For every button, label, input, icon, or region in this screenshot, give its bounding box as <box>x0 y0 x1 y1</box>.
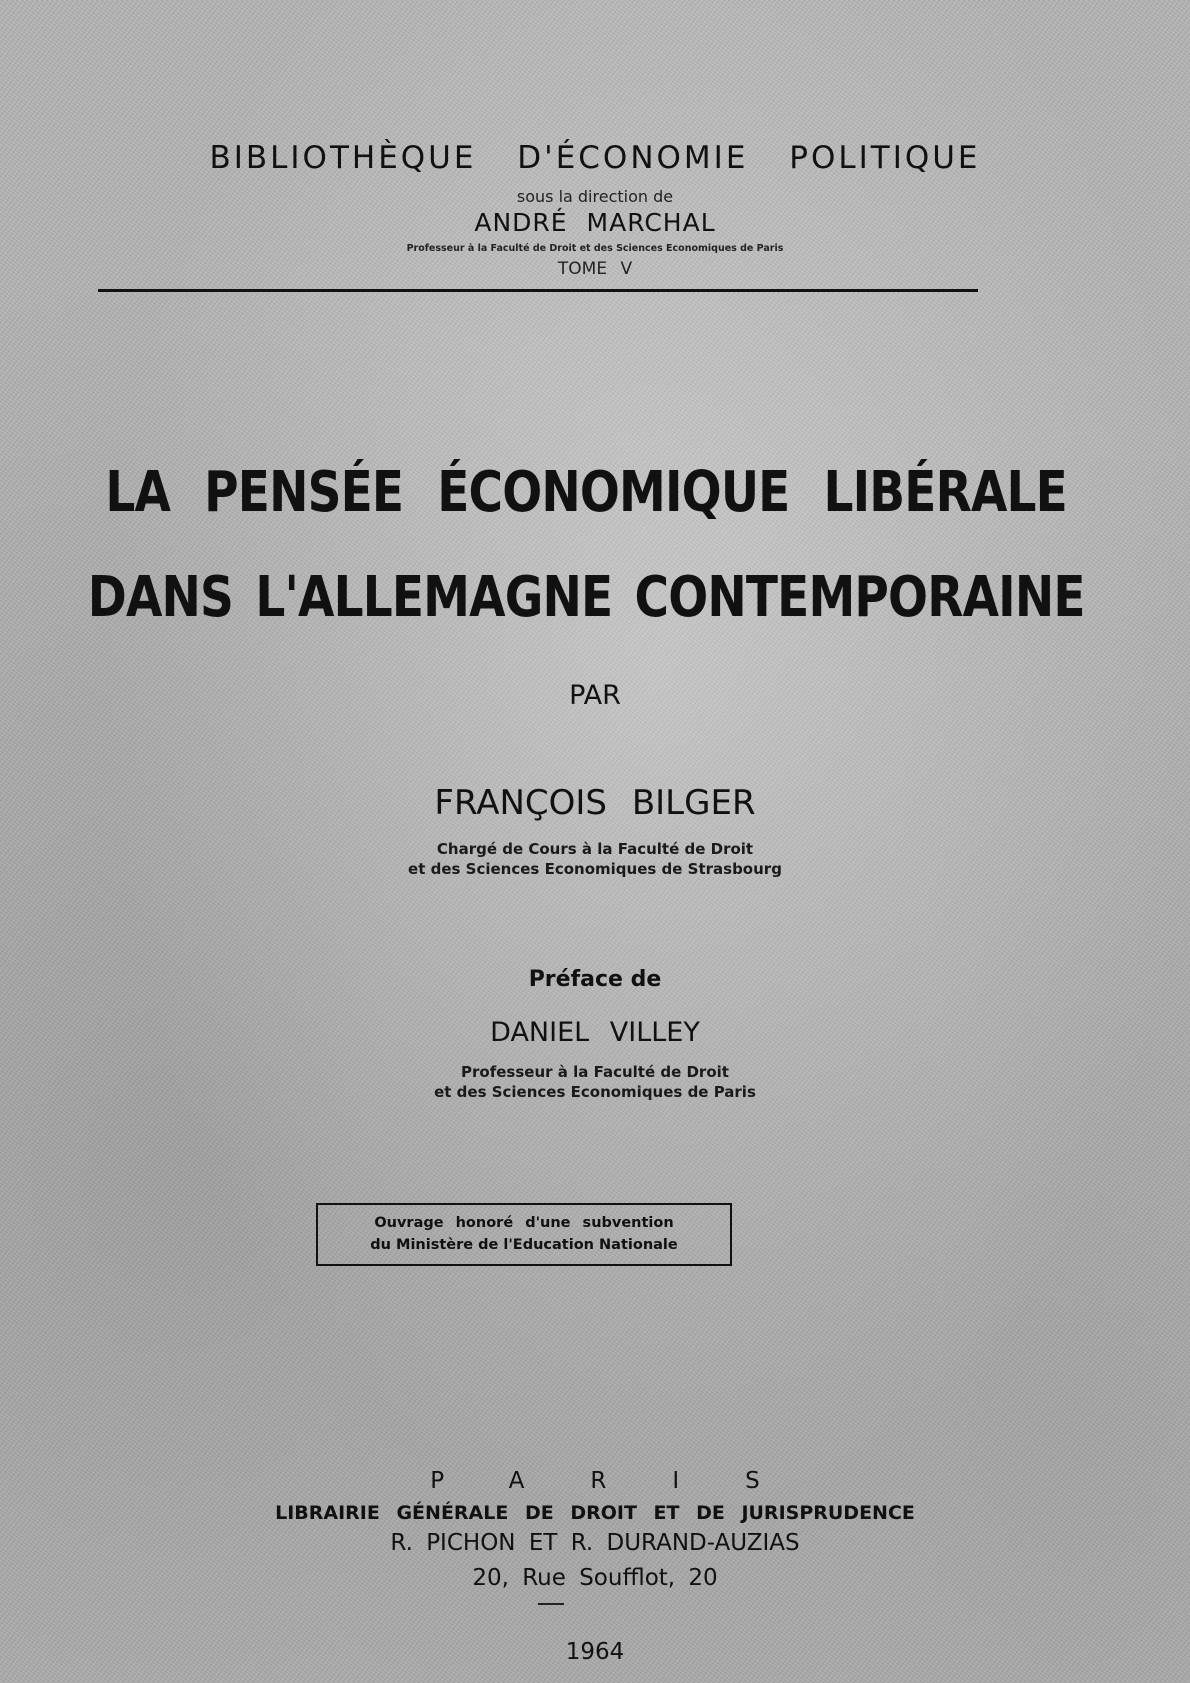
tome-label: TOME V <box>557 259 633 279</box>
imprint-publisher: LIBRAIRIE GÉNÉRALE DE DROIT ET DE JURISPRUDENCE <box>275 1502 915 1524</box>
series-title: BIBLIOTHÈQUE D'ÉCONOMIE POLITIQUE <box>209 140 981 176</box>
author-role-line-2: et des Sciences Economiques de Strasbourg <box>408 860 782 878</box>
preface-role-line-2: et des Sciences Economiques de Paris <box>434 1083 756 1101</box>
by-label: PAR <box>569 680 621 711</box>
preface-role-line-1: Professeur à la Faculté de Droit <box>461 1063 729 1081</box>
imprint-divider <box>538 1603 564 1605</box>
imprint-address: 20, Rue Soufflot, 20 <box>472 1565 718 1591</box>
imprint-city: PARIS <box>430 1468 826 1494</box>
direction-label: sous la direction de <box>516 187 674 206</box>
preface-label: Préface de <box>528 967 662 992</box>
preface-author-name: DANIEL VILLEY <box>490 1017 700 1048</box>
editor-role: Professeur à la Faculté de Droit et des Sciences Economiques de Paris <box>406 243 784 254</box>
book-title-line-2: DANS L'ALLEMAGNE CONTEMPORAINE <box>87 565 1085 630</box>
grant-line-2: du Ministère de l'Education Nationale <box>370 1237 678 1253</box>
imprint-publisher-names: R. PICHON ET R. DURAND-AUZIAS <box>390 1530 800 1556</box>
author-role-line-1: Chargé de Cours à la Faculté de Droit <box>436 840 754 858</box>
grant-notice-box <box>316 1203 732 1266</box>
imprint-year: 1964 <box>565 1639 625 1665</box>
grant-line-1: Ouvrage honoré d'une subvention <box>374 1215 674 1231</box>
editor-name: ANDRÉ MARCHAL <box>474 208 716 237</box>
author-name: FRANÇOIS BILGER <box>434 783 756 823</box>
book-title-line-1: LA PENSÉE ÉCONOMIQUE LIBÉRALE <box>105 460 1067 525</box>
header-divider <box>98 289 978 292</box>
